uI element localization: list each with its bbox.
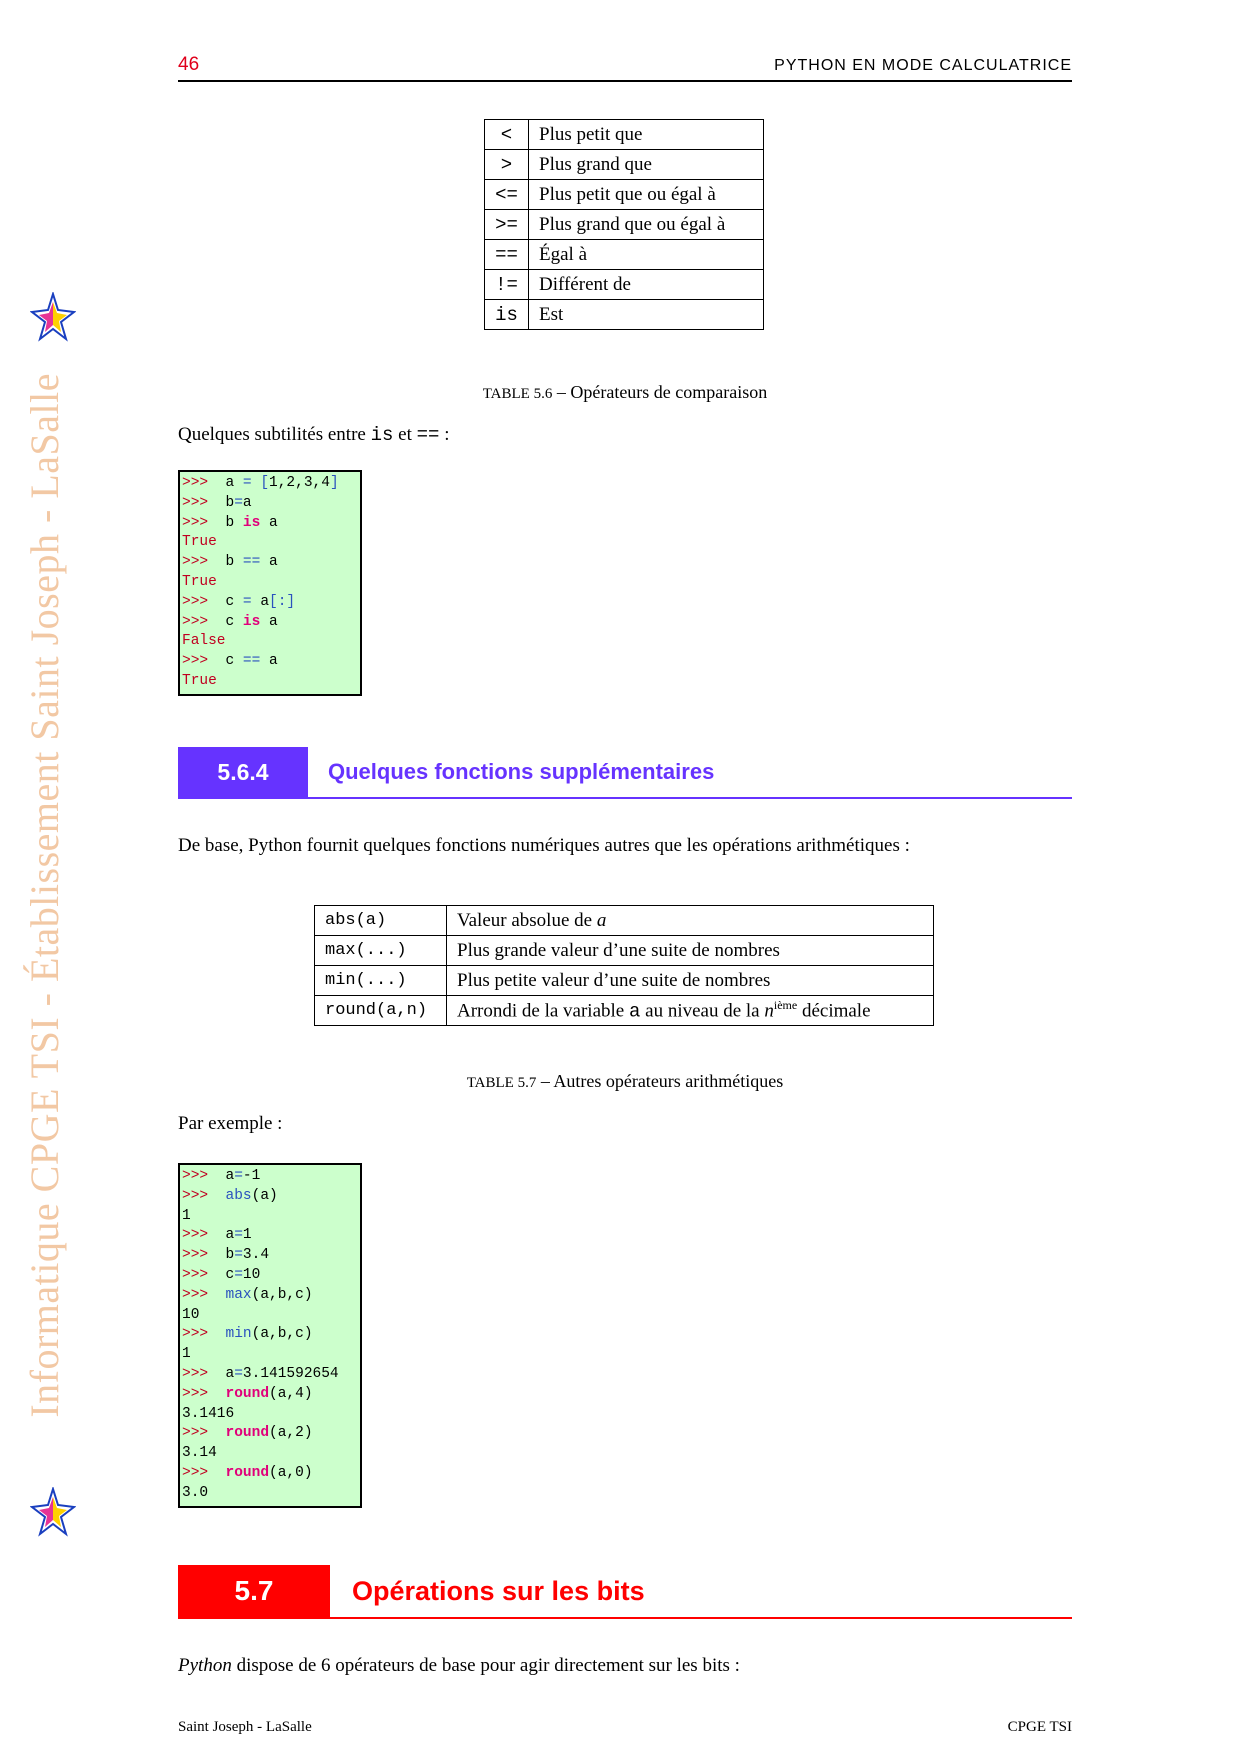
section-5-6-4-heading: [178, 747, 1072, 799]
description-cell: Plus grand que: [529, 150, 764, 180]
section-title: Opérations sur les bits: [352, 1575, 645, 1606]
caption-label: TABLE 5.7: [466, 1075, 537, 1091]
text-span: dispose de 6 opérateurs de base pour agir directement sur les bits :: [231, 1655, 740, 1676]
description-cell: Plus grande valeur d’une suite de nombres: [447, 936, 934, 966]
footer-right: CPGE TSI: [1007, 1719, 1072, 1735]
side-watermark: [22, 330, 66, 1460]
code-block-is-vs-eq: >>> a = [1,2,3,4] >>> b=a >>> b is a True >>> b == a True >>> c = a[:] >>> c is a False >>> c == a True: [178, 470, 362, 696]
operator-cell: >=: [485, 210, 529, 240]
table-row: [315, 906, 934, 936]
numeric-functions-table: [314, 905, 934, 1026]
table-row: [485, 180, 764, 210]
watermark-text: Informatique CPGE TSI - Établissement Saint Joseph - LaSalle: [21, 372, 67, 1418]
description-cell: Est: [529, 300, 764, 330]
subtleties-paragraph: [178, 424, 449, 446]
bits-intro-paragraph: [178, 1655, 740, 1677]
footer-left: Saint Joseph - LaSalle: [178, 1719, 312, 1735]
description-cell: Plus petite valeur d’une suite de nombres: [447, 966, 934, 996]
operator-cell: <=: [485, 180, 529, 210]
section-number: 5.7: [178, 1565, 330, 1617]
page-number: 46: [178, 54, 200, 75]
text-span: au niveau de la: [640, 1000, 765, 1022]
section-5-7-heading: [178, 1565, 1072, 1619]
table-row: [485, 210, 764, 240]
emphasis: Python: [178, 1655, 232, 1676]
table-5-7-caption: [178, 1071, 1072, 1092]
text-span: Quelques subtilités entre: [178, 424, 371, 445]
section-title: Quelques fonctions supplémentaires: [328, 759, 715, 784]
operator-cell: !=: [485, 270, 529, 300]
function-cell: min(...): [315, 966, 447, 996]
description-cell: Plus grand que ou égal à: [529, 210, 764, 240]
function-cell: round(a,n): [315, 996, 447, 1026]
table-row: [315, 996, 934, 1026]
caption-text: – Autres opérateurs arithmétiques: [536, 1071, 784, 1091]
table-row: [315, 966, 934, 996]
functions-intro-paragraph: De base, Python fournit quelques fonctions numériques autres que les opérations arithmétiques :: [178, 835, 910, 856]
inline-code: is: [370, 424, 394, 446]
table-row: [315, 936, 934, 966]
caption-label: TABLE 5.6: [482, 386, 553, 402]
description-cell: Plus petit que ou égal à: [529, 180, 764, 210]
text-span: et: [393, 424, 417, 445]
operator-cell: is: [485, 300, 529, 330]
table-5-6-caption: [178, 382, 1072, 403]
table-row: [485, 150, 764, 180]
inline-code: ==: [416, 424, 440, 446]
operator-cell: ==: [485, 240, 529, 270]
example-label: Par exemple :: [178, 1113, 283, 1134]
function-cell: abs(a): [315, 906, 447, 936]
table-row: [485, 300, 764, 330]
caption-text: – Opérateurs de comparaison: [552, 382, 768, 402]
text-span: décimale: [797, 1000, 871, 1022]
description-cell: Égal à: [529, 240, 764, 270]
description-cell: [447, 906, 934, 936]
inline-code: a: [628, 1000, 641, 1023]
description-cell: Plus petit que: [529, 120, 764, 150]
superscript: ième: [773, 998, 798, 1013]
operator-cell: >: [485, 150, 529, 180]
page-header: [178, 54, 1072, 82]
section-number: 5.6.4: [178, 747, 308, 797]
table-row: [485, 270, 764, 300]
math-var: a: [596, 909, 607, 931]
text-span: Arrondi de la variable: [457, 1000, 629, 1022]
operator-cell: <: [485, 120, 529, 150]
running-title: PYTHON EN MODE CALCULATRICE: [774, 57, 1072, 74]
description-cell: Différent de: [529, 270, 764, 300]
code-block-functions-example: >>> a=-1 >>> abs(a) 1 >>> a=1 >>> b=3.4 >>> c=10 >>> max(a,b,c) 10 >>> min(a,b,c) 1 >>> a=3.141592654 >>> round(a,4) 3.1416 >>> round(a,2) 3.14 >>> round(a,0) 3.0: [178, 1163, 362, 1508]
function-cell: max(...): [315, 936, 447, 966]
math-var: n: [764, 1000, 774, 1022]
text-span: Valeur absolue de: [457, 909, 597, 931]
table-row: [485, 120, 764, 150]
table-row: [485, 240, 764, 270]
description-cell: [447, 996, 934, 1026]
comparison-operators-table: [484, 119, 764, 330]
logo-star-bottom-icon: [30, 1487, 76, 1542]
text-span: :: [439, 424, 450, 445]
